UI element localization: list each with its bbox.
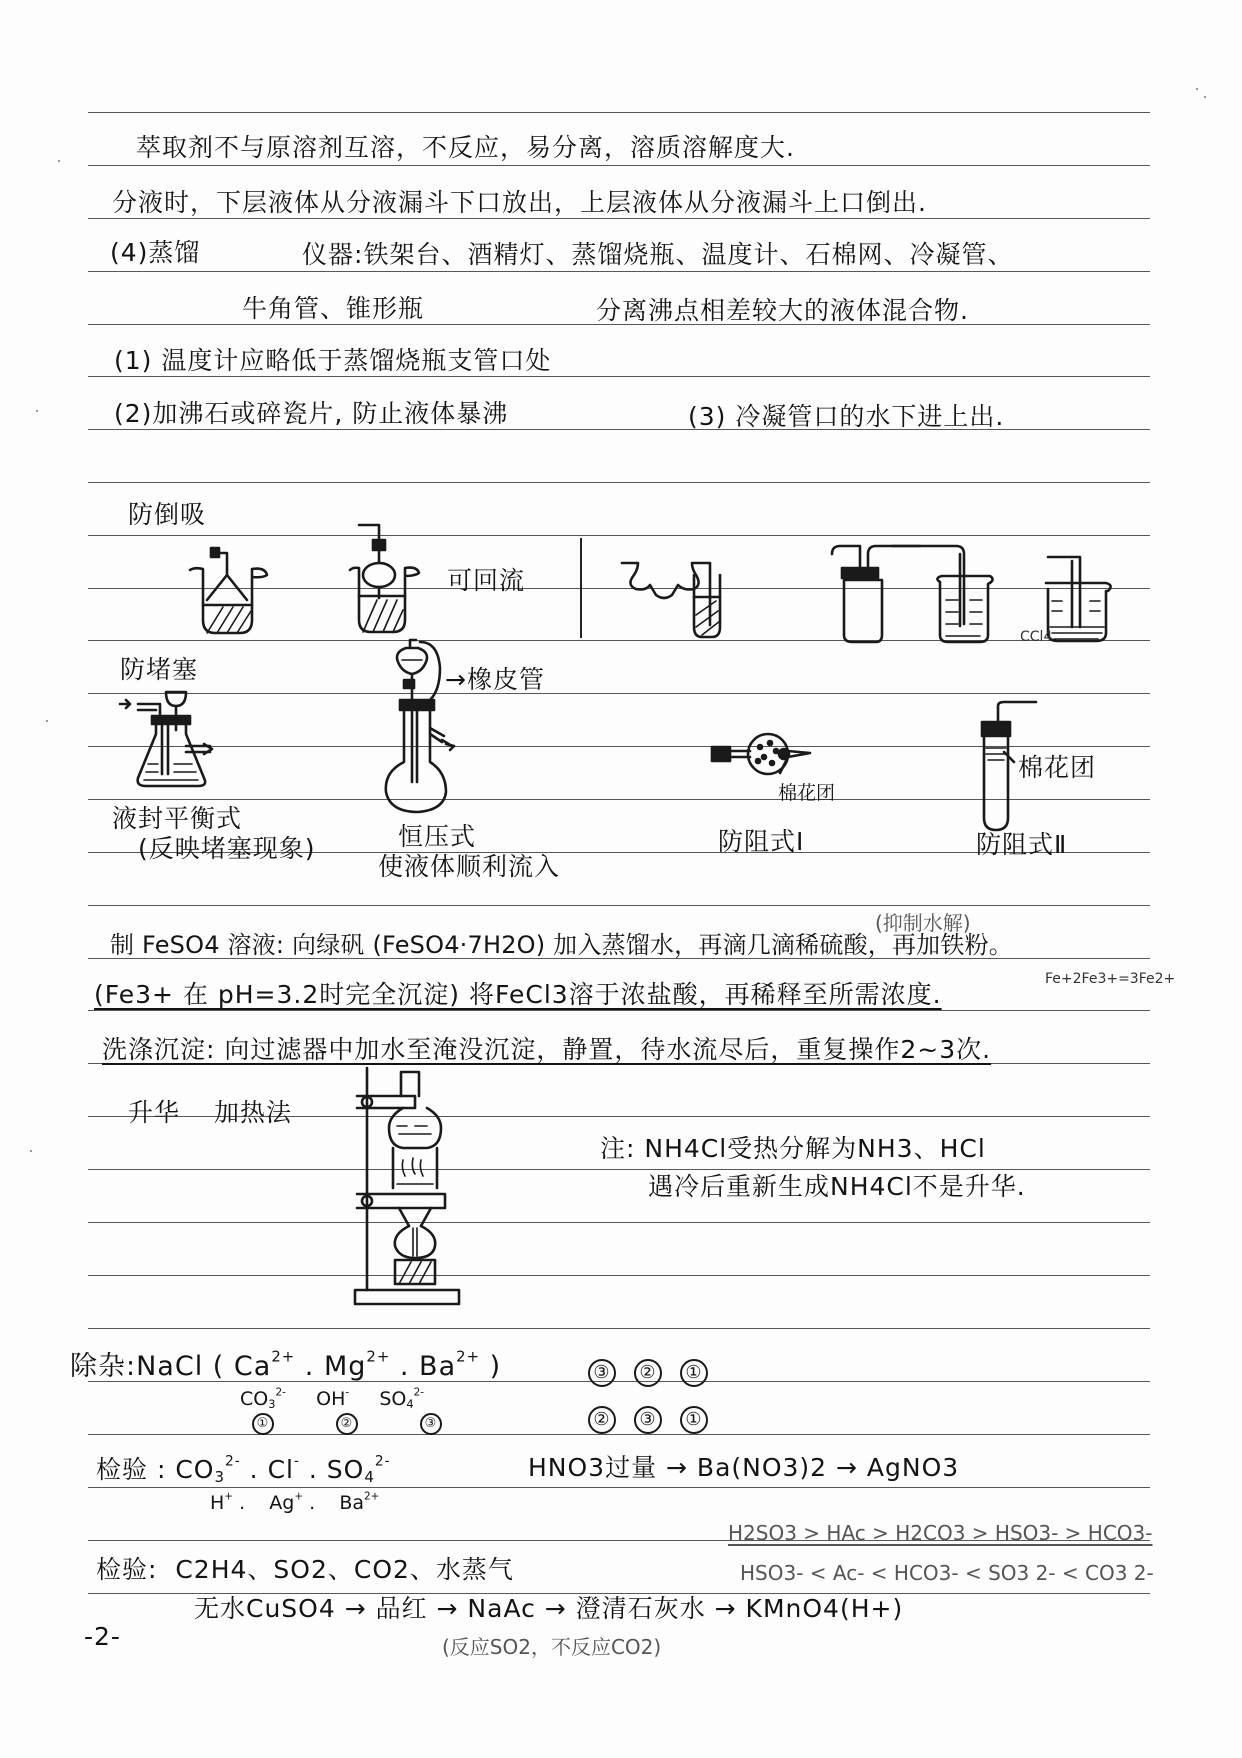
distillation-note-3: (3) 冷凝管口的水下进上出.	[688, 402, 1005, 431]
reagent-sulfate: $SO_4^{2-}$	[379, 1386, 425, 1411]
ruled-line	[88, 1169, 1150, 1170]
reagent-carbonate: $CO_3^{2-}$	[240, 1386, 286, 1411]
instruments-list-1: 铁架台、酒精灯、蒸馏烧瓶、温度计、石棉网、冷凝管、	[363, 240, 1014, 269]
test2-sequence-note: (反应SO2，不反应CO2)	[442, 1635, 662, 1659]
ruled-line	[88, 1434, 1150, 1435]
scan-speck	[30, 1150, 32, 1152]
scan-speck	[1204, 96, 1206, 98]
scan-speck	[36, 410, 38, 412]
anti-clog-type-1-label: 防阻式Ⅰ	[718, 827, 805, 856]
ruled-line	[88, 1222, 1150, 1223]
anti-suckback-title: 防倒吸	[128, 500, 207, 529]
distillation-note-1: (1) 温度计应略低于蒸馏烧瓶支管口处	[114, 346, 552, 375]
impurity-compound: NaCl	[136, 1351, 204, 1382]
inhibit-hydrolysis-annotation: (抑制水解)	[875, 911, 971, 935]
drying-bulb-cotton-diagram	[710, 725, 820, 785]
basicity-order: HSO3- < Ac- < HCO3- < SO3 2- < CO3 2-	[740, 1561, 1154, 1585]
ruled-line	[88, 693, 1150, 694]
sublimation-note-2: 遇冷后重新生成NH4Cl不是升华.	[648, 1172, 1026, 1201]
distillation-note-2: (2)加沸石或碎瓷片, 防止液体暴沸	[114, 399, 509, 428]
iron-equation: Fe+2Fe3+=3Fe2+	[1045, 971, 1176, 987]
reagent-number: ②	[336, 1413, 358, 1435]
test2-line	[96, 1555, 514, 1585]
safety-bottle-beaker-diagram	[830, 540, 1020, 650]
feso4-line-1: 制 FeSO4 溶液: 向绿矾 (FeSO4·7H2O) 加入蒸馏水，再滴几滴稀硫酸，再加铁粉。	[110, 931, 1013, 959]
order-step: ②	[634, 1359, 662, 1387]
test2-sequence: 无水CuSO4 → 品红 → NaAc → 澄清石灰水 → KMnO4(H+)	[194, 1594, 904, 1623]
distillation-title: (4)蒸馏	[110, 238, 201, 267]
constant-pressure-label: 恒压式	[398, 822, 477, 851]
scan-speck	[1196, 88, 1198, 90]
instruments-label: 仪器:	[302, 240, 364, 269]
test2-substances: C2H4、SO2、CO2、水蒸气	[175, 1555, 514, 1584]
scan-speck	[46, 720, 48, 722]
cotton-label-2: 棉花团	[1018, 753, 1097, 782]
extraction-line-2: 分液时，下层液体从分液漏斗下口放出，上层液体从分液漏斗上口倒出.	[112, 188, 927, 217]
reflux-label: 可回流	[447, 566, 526, 595]
reagent-number: ③	[420, 1413, 442, 1435]
liquid-seal-note: (反映堵塞现象)	[138, 834, 316, 863]
ruled-line	[88, 535, 1150, 536]
liquid-seal-label: 液封平衡式	[112, 804, 243, 833]
test1-label: 检验	[96, 1455, 149, 1484]
ccl4-label: CCl4	[1020, 629, 1053, 645]
ion-mg: $Mg^{2+}$	[323, 1347, 391, 1382]
ruled-line	[88, 218, 1150, 219]
sublimation-note-1: 注: NH4Cl受热分解为NH3、HCl	[600, 1134, 986, 1163]
ruled-line	[88, 1010, 1150, 1011]
liquid-seal-flask-diagram	[118, 690, 238, 790]
u-tube-bulb-diagram	[620, 555, 730, 640]
order-step: ③	[588, 1359, 616, 1387]
ion-ba: $Ba^{2+}$	[419, 1347, 481, 1382]
ruled-line	[88, 271, 1150, 272]
test2-label: 检验:	[96, 1555, 158, 1584]
anti-clog-title: 防堵塞	[120, 655, 199, 684]
sublimation-title: 升华	[128, 1098, 181, 1127]
order-step: ①	[680, 1359, 708, 1387]
reflux-bulb-beaker-diagram	[345, 520, 435, 640]
reagent-hydroxide: OH-	[316, 1386, 350, 1410]
ruled-line	[88, 905, 1150, 906]
order-step: ①	[680, 1406, 708, 1434]
reagent-number-row	[252, 1404, 442, 1435]
extraction-line-1: 萃取剂不与原溶剂互溶，不反应，易分离，溶质溶解度大.	[136, 133, 795, 162]
rubber-tube-label: →橡皮管	[445, 665, 545, 694]
sublimation-method: 加热法	[214, 1098, 293, 1127]
instruments-list-2: 牛角管、锥形瓶	[242, 294, 425, 323]
ion-ca: $Ca^{2+}$	[233, 1347, 296, 1382]
anti-clog-type-2-label: 防阻式Ⅱ	[976, 830, 1068, 859]
feso4-line-2: (Fe3+ 在 pH=3.2时完全沉淀) 将FeCl3溶于浓盐酸，再稀释至所需浓度.	[94, 980, 942, 1009]
sublimation-apparatus-diagram	[355, 1068, 465, 1308]
inverted-funnel-beaker-diagram	[185, 545, 275, 640]
ruled-line	[88, 482, 1150, 483]
ruled-line	[88, 376, 1150, 377]
test1-line: 检验 : $CO_3^{2-}$ . Cl- . $SO_4^{2-}$	[96, 1453, 391, 1486]
ruled-line	[88, 1328, 1150, 1329]
distillation-instruments-line	[302, 240, 1013, 270]
constant-pressure-note: 使液体顺利流入	[378, 852, 561, 881]
impurity-label: 除杂:	[70, 1351, 137, 1382]
acidity-order: H2SO3 > HAc > H2CO3 > HSO3- > HCO3-	[728, 1521, 1153, 1545]
reagent-number: ①	[252, 1413, 274, 1435]
cotton-label-1: 棉花团	[778, 782, 836, 804]
ruled-line	[88, 1275, 1150, 1276]
order-step: ②	[588, 1406, 616, 1434]
washing-precipitate-line: 洗涤沉淀: 向过滤器中加水至淹没沉淀，静置，待水流尽后，重复操作2~3次.	[102, 1035, 992, 1064]
page-number: -2-	[84, 1622, 121, 1651]
ruled-line	[88, 112, 1150, 113]
test1-sequence: HNO3过量 → Ba(NO3)2 → AgNO3	[528, 1453, 960, 1482]
impurity-removal-line: 除杂:NaCl ( $Ca^{2+}$ . $Mg^{2+}$ . $Ba^{2+}$ )	[70, 1347, 502, 1382]
ruled-line	[88, 165, 1150, 166]
order-row-1	[588, 1355, 726, 1387]
test1-reagents: H+ . Ag+ . $Ba^{2+}$	[210, 1490, 380, 1514]
scan-speck	[58, 160, 60, 162]
distillation-purpose: 分离沸点相差较大的液体混合物.	[596, 296, 969, 325]
order-step: ③	[634, 1406, 662, 1434]
section-divider	[580, 538, 582, 638]
order-row-2	[588, 1402, 726, 1434]
